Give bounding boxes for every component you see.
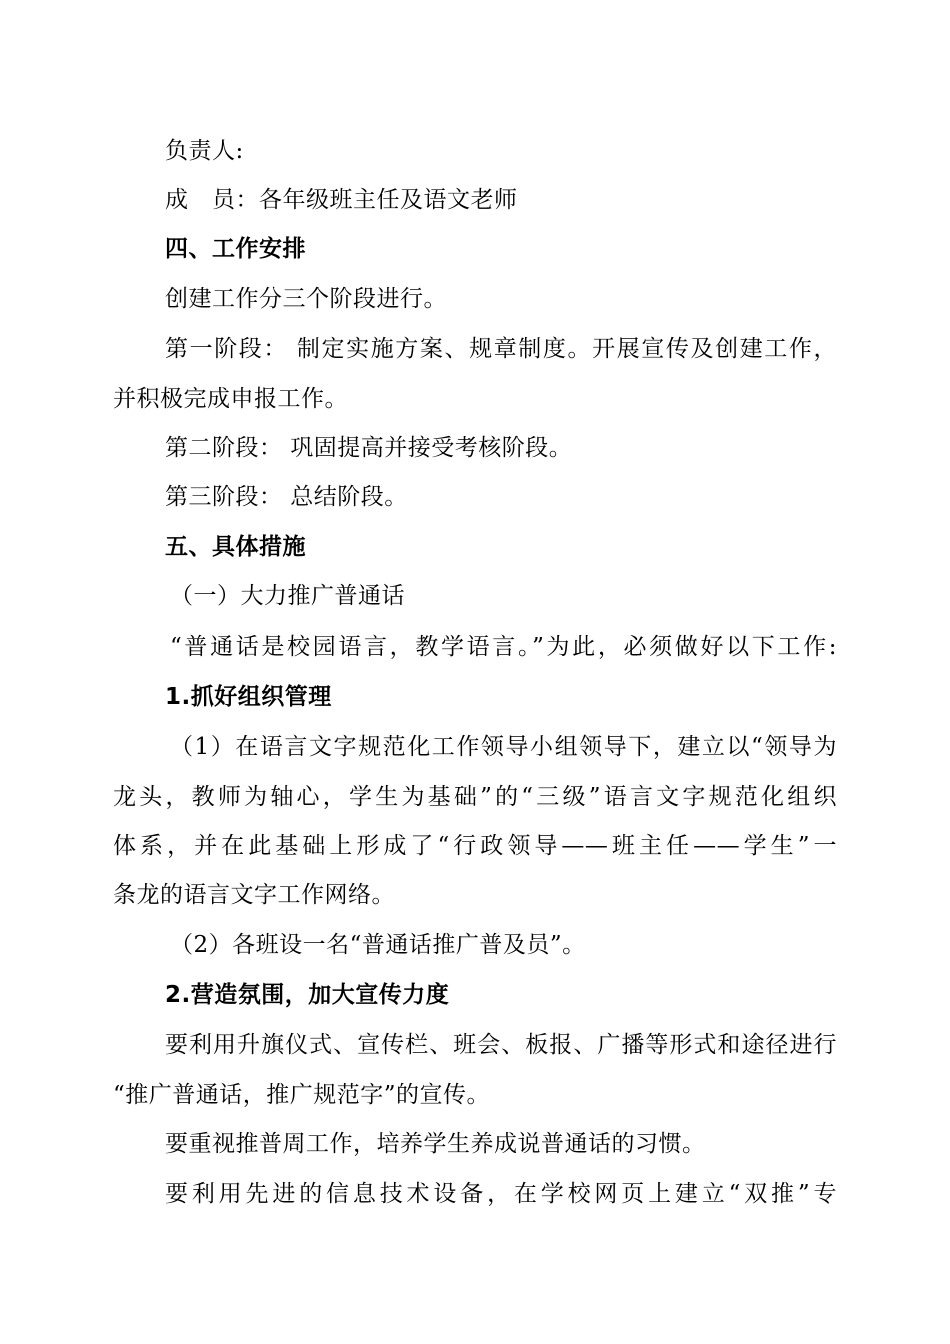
section-heading-measures: 五、具体措施 xyxy=(165,534,306,560)
members-line: 成 员：各年级班主任及语文老师 xyxy=(165,187,518,213)
subsection-heading: （一）大力推广普通话 xyxy=(170,583,405,609)
paragraph-line: （1）在语言文字规范化工作领导小组领导下，建立以“领导为 xyxy=(170,734,837,760)
paragraph-line: 第一阶段： 制定实施方案、规章制度。开展宣传及创建工作， xyxy=(165,336,837,362)
paragraph-line: 要利用升旗仪式、宣传栏、班会、板报、广播等形式和途径进行 xyxy=(165,1032,837,1058)
item-heading-atmosphere: 2.营造氛围，加大宣传力度 xyxy=(165,982,450,1008)
paragraph-line: “普通话是校园语言，教学语言。”为此，必须做好以下工作: xyxy=(170,634,837,660)
item-heading-organization: 1.抓好组织管理 xyxy=(165,684,332,710)
paragraph-line: 体系，并在此基础上形成了“行政领导——班主任——学生”一 xyxy=(113,833,837,859)
paragraph-line: （2）各班设一名“普通话推广普及员”。 xyxy=(170,932,586,958)
paragraph-line: 要重视推普周工作，培养学生养成说普通话的习惯。 xyxy=(165,1131,706,1157)
paragraph-line: 要利用先进的信息技术设备，在学校网页上建立“双推”专 xyxy=(165,1181,837,1207)
responsible-person-line: 负责人: xyxy=(165,138,244,164)
paragraph-line: 并积极完成申报工作。 xyxy=(113,386,348,412)
paragraph-line: 龙头，教师为轴心，学生为基础”的“三级”语言文字规范化组织 xyxy=(113,784,837,810)
paragraph-line: 条龙的语言文字工作网络。 xyxy=(113,882,395,908)
paragraph-line: 第三阶段： 总结阶段。 xyxy=(165,484,408,510)
paragraph-line: 创建工作分三个阶段进行。 xyxy=(165,286,447,312)
section-heading-work-arrangement: 四、工作安排 xyxy=(165,236,306,262)
paragraph-line: “推广普通话，推广规范字”的宣传。 xyxy=(113,1082,491,1108)
paragraph-line: 第二阶段： 巩固提高并接受考核阶段。 xyxy=(165,435,573,461)
